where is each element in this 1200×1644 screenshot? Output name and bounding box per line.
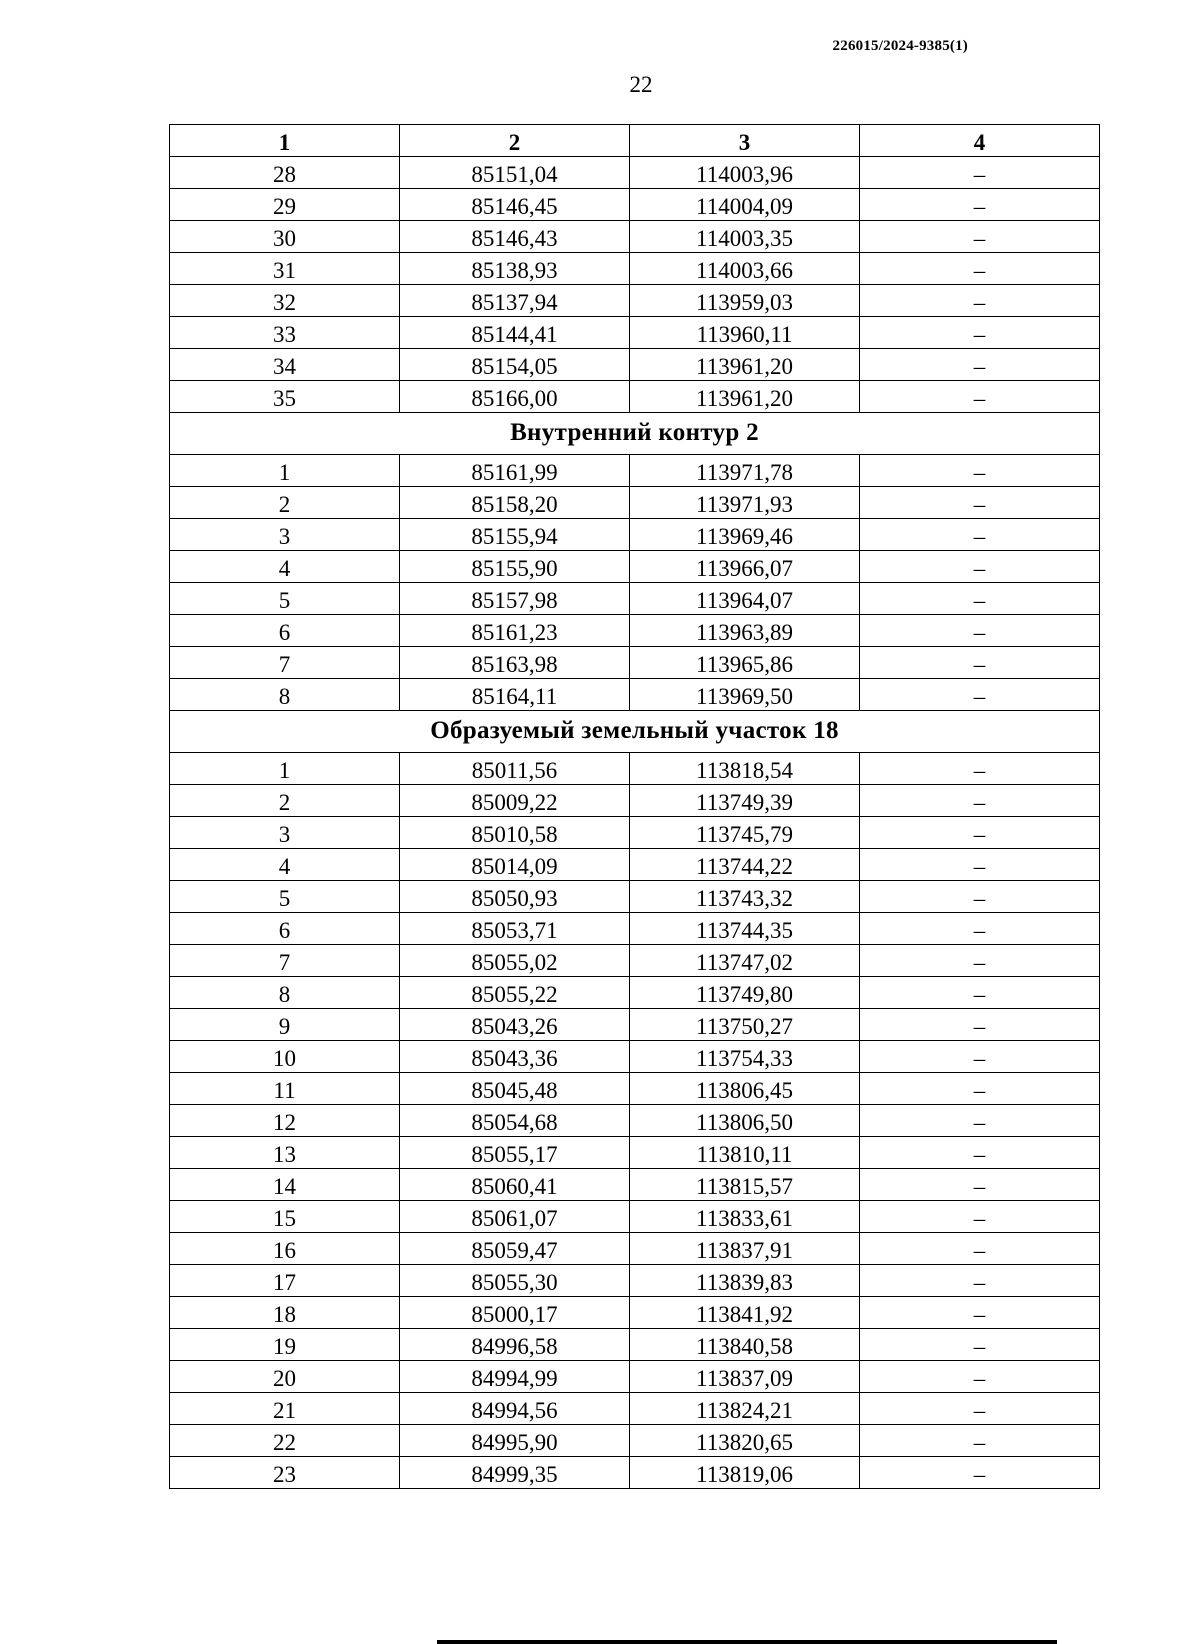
- accuracy-cell: –: [860, 647, 1100, 679]
- y-coordinate-cell: 113824,21: [630, 1393, 860, 1425]
- accuracy-cell: –: [860, 753, 1100, 785]
- x-coordinate-cell: 85045,48: [400, 1073, 630, 1105]
- y-coordinate-cell: 114004,09: [630, 189, 860, 221]
- document-id: 226015/2024-9385(1): [832, 38, 968, 54]
- x-coordinate-cell: 85000,17: [400, 1297, 630, 1329]
- point-number-cell: 17: [170, 1265, 400, 1297]
- y-coordinate-cell: 113837,91: [630, 1233, 860, 1265]
- point-number-cell: 4: [170, 849, 400, 881]
- x-coordinate-cell: 84995,90: [400, 1425, 630, 1457]
- y-coordinate-cell: 113961,20: [630, 349, 860, 381]
- accuracy-cell: –: [860, 913, 1100, 945]
- accuracy-cell: –: [860, 285, 1100, 317]
- footer-rule: [437, 1640, 1057, 1644]
- column-header: 1: [170, 125, 400, 157]
- accuracy-cell: –: [860, 1137, 1100, 1169]
- accuracy-cell: –: [860, 1297, 1100, 1329]
- point-number-cell: 1: [170, 753, 400, 785]
- accuracy-cell: –: [860, 1329, 1100, 1361]
- point-number-cell: 3: [170, 817, 400, 849]
- y-coordinate-cell: 113743,32: [630, 881, 860, 913]
- column-header: 2: [400, 125, 630, 157]
- point-number-cell: 8: [170, 679, 400, 711]
- accuracy-cell: –: [860, 1073, 1100, 1105]
- table-row: [170, 455, 1100, 487]
- point-number-cell: 15: [170, 1201, 400, 1233]
- point-number-cell: 6: [170, 615, 400, 647]
- y-coordinate-cell: 113837,09: [630, 1361, 860, 1393]
- accuracy-cell: –: [860, 1009, 1100, 1041]
- y-coordinate-cell: 113820,65: [630, 1425, 860, 1457]
- x-coordinate-cell: 85137,94: [400, 285, 630, 317]
- y-coordinate-cell: 113815,57: [630, 1169, 860, 1201]
- y-coordinate-cell: 113749,80: [630, 977, 860, 1009]
- page-number: 22: [629, 72, 653, 97]
- y-coordinate-cell: 113810,11: [630, 1137, 860, 1169]
- point-number-cell: 11: [170, 1073, 400, 1105]
- point-number-cell: 12: [170, 1105, 400, 1137]
- x-coordinate-cell: 85050,93: [400, 881, 630, 913]
- point-number-cell: 34: [170, 349, 400, 381]
- point-number-cell: 32: [170, 285, 400, 317]
- accuracy-cell: –: [860, 1201, 1100, 1233]
- point-number-cell: 30: [170, 221, 400, 253]
- section-title: Внутренний контур 2: [170, 413, 1100, 455]
- table-row: [170, 1233, 1100, 1265]
- point-number-cell: 9: [170, 1009, 400, 1041]
- accuracy-cell: –: [860, 189, 1100, 221]
- point-number-cell: 7: [170, 945, 400, 977]
- accuracy-cell: –: [860, 945, 1100, 977]
- point-number-cell: 21: [170, 1393, 400, 1425]
- accuracy-cell: –: [860, 817, 1100, 849]
- section-header-row: [170, 711, 1100, 753]
- y-coordinate-cell: 113960,11: [630, 317, 860, 349]
- point-number-cell: 13: [170, 1137, 400, 1169]
- y-coordinate-cell: 113818,54: [630, 753, 860, 785]
- x-coordinate-cell: 85010,58: [400, 817, 630, 849]
- accuracy-cell: –: [860, 1361, 1100, 1393]
- accuracy-cell: –: [860, 1393, 1100, 1425]
- x-coordinate-cell: 85054,68: [400, 1105, 630, 1137]
- table-row: [170, 647, 1100, 679]
- point-number-cell: 31: [170, 253, 400, 285]
- table-header-row: [170, 125, 1100, 157]
- x-coordinate-cell: 85011,56: [400, 753, 630, 785]
- y-coordinate-cell: 114003,35: [630, 221, 860, 253]
- x-coordinate-cell: 85055,22: [400, 977, 630, 1009]
- table-row: [170, 1457, 1100, 1489]
- point-number-cell: 28: [170, 157, 400, 189]
- y-coordinate-cell: 114003,66: [630, 253, 860, 285]
- accuracy-cell: –: [860, 349, 1100, 381]
- table-body: [170, 157, 1100, 1489]
- table-row: [170, 551, 1100, 583]
- table-row: [170, 157, 1100, 189]
- y-coordinate-cell: 113744,35: [630, 913, 860, 945]
- point-number-cell: 33: [170, 317, 400, 349]
- y-coordinate-cell: 113833,61: [630, 1201, 860, 1233]
- table-row: [170, 1137, 1100, 1169]
- x-coordinate-cell: 85060,41: [400, 1169, 630, 1201]
- y-coordinate-cell: 113971,93: [630, 487, 860, 519]
- table-row: [170, 583, 1100, 615]
- point-number-cell: 16: [170, 1233, 400, 1265]
- point-number-cell: 22: [170, 1425, 400, 1457]
- table-row: [170, 881, 1100, 913]
- table-row: [170, 349, 1100, 381]
- accuracy-cell: –: [860, 1425, 1100, 1457]
- y-coordinate-cell: 113745,79: [630, 817, 860, 849]
- accuracy-cell: –: [860, 1105, 1100, 1137]
- x-coordinate-cell: 85061,07: [400, 1201, 630, 1233]
- accuracy-cell: –: [860, 1457, 1100, 1489]
- table-row: [170, 189, 1100, 221]
- accuracy-cell: –: [860, 487, 1100, 519]
- table-row: [170, 1009, 1100, 1041]
- table-row: [170, 945, 1100, 977]
- column-header: 4: [860, 125, 1100, 157]
- x-coordinate-cell: 85144,41: [400, 317, 630, 349]
- x-coordinate-cell: 85166,00: [400, 381, 630, 413]
- x-coordinate-cell: 85059,47: [400, 1233, 630, 1265]
- accuracy-cell: –: [860, 157, 1100, 189]
- x-coordinate-cell: 85009,22: [400, 785, 630, 817]
- accuracy-cell: –: [860, 583, 1100, 615]
- point-number-cell: 2: [170, 785, 400, 817]
- table-row: [170, 615, 1100, 647]
- y-coordinate-cell: 113839,83: [630, 1265, 860, 1297]
- table-row: [170, 1201, 1100, 1233]
- point-number-cell: 5: [170, 583, 400, 615]
- x-coordinate-cell: 85155,94: [400, 519, 630, 551]
- accuracy-cell: –: [860, 1265, 1100, 1297]
- accuracy-cell: –: [860, 317, 1100, 349]
- column-header: 3: [630, 125, 860, 157]
- x-coordinate-cell: 85146,43: [400, 221, 630, 253]
- table-row: [170, 221, 1100, 253]
- y-coordinate-cell: 113806,50: [630, 1105, 860, 1137]
- accuracy-cell: –: [860, 1169, 1100, 1201]
- x-coordinate-cell: 85053,71: [400, 913, 630, 945]
- accuracy-cell: –: [860, 1041, 1100, 1073]
- table-row: [170, 1393, 1100, 1425]
- point-number-cell: 5: [170, 881, 400, 913]
- accuracy-cell: –: [860, 519, 1100, 551]
- y-coordinate-cell: 113841,92: [630, 1297, 860, 1329]
- x-coordinate-cell: 85161,99: [400, 455, 630, 487]
- accuracy-cell: –: [860, 881, 1100, 913]
- accuracy-cell: –: [860, 455, 1100, 487]
- x-coordinate-cell: 85043,36: [400, 1041, 630, 1073]
- y-coordinate-cell: 113806,45: [630, 1073, 860, 1105]
- y-coordinate-cell: 113750,27: [630, 1009, 860, 1041]
- point-number-cell: 20: [170, 1361, 400, 1393]
- table-row: [170, 849, 1100, 881]
- y-coordinate-cell: 113959,03: [630, 285, 860, 317]
- x-coordinate-cell: 85164,11: [400, 679, 630, 711]
- y-coordinate-cell: 113966,07: [630, 551, 860, 583]
- point-number-cell: 23: [170, 1457, 400, 1489]
- table-row: [170, 487, 1100, 519]
- y-coordinate-cell: 113744,22: [630, 849, 860, 881]
- y-coordinate-cell: 113819,06: [630, 1457, 860, 1489]
- table-row: [170, 1041, 1100, 1073]
- point-number-cell: 2: [170, 487, 400, 519]
- y-coordinate-cell: 113961,20: [630, 381, 860, 413]
- x-coordinate-cell: 85163,98: [400, 647, 630, 679]
- x-coordinate-cell: 85014,09: [400, 849, 630, 881]
- table-row: [170, 253, 1100, 285]
- x-coordinate-cell: 85151,04: [400, 157, 630, 189]
- y-coordinate-cell: 113754,33: [630, 1041, 860, 1073]
- section-header-row: [170, 413, 1100, 455]
- accuracy-cell: –: [860, 849, 1100, 881]
- y-coordinate-cell: 113969,46: [630, 519, 860, 551]
- x-coordinate-cell: 84996,58: [400, 1329, 630, 1361]
- table-row: [170, 1329, 1100, 1361]
- table-row: [170, 1297, 1100, 1329]
- point-number-cell: 14: [170, 1169, 400, 1201]
- x-coordinate-cell: 85157,98: [400, 583, 630, 615]
- y-coordinate-cell: 113964,07: [630, 583, 860, 615]
- accuracy-cell: –: [860, 785, 1100, 817]
- x-coordinate-cell: 85043,26: [400, 1009, 630, 1041]
- x-coordinate-cell: 84999,35: [400, 1457, 630, 1489]
- accuracy-cell: –: [860, 977, 1100, 1009]
- accuracy-cell: –: [860, 221, 1100, 253]
- x-coordinate-cell: 85154,05: [400, 349, 630, 381]
- table-row: [170, 317, 1100, 349]
- table-row: [170, 1073, 1100, 1105]
- point-number-cell: 18: [170, 1297, 400, 1329]
- point-number-cell: 35: [170, 381, 400, 413]
- point-number-cell: 4: [170, 551, 400, 583]
- y-coordinate-cell: 113840,58: [630, 1329, 860, 1361]
- x-coordinate-cell: 85146,45: [400, 189, 630, 221]
- accuracy-cell: –: [860, 615, 1100, 647]
- x-coordinate-cell: 84994,99: [400, 1361, 630, 1393]
- y-coordinate-cell: 114003,96: [630, 157, 860, 189]
- table-row: [170, 1361, 1100, 1393]
- point-number-cell: 1: [170, 455, 400, 487]
- table-row: [170, 679, 1100, 711]
- x-coordinate-cell: 84994,56: [400, 1393, 630, 1425]
- table-row: [170, 381, 1100, 413]
- y-coordinate-cell: 113969,50: [630, 679, 860, 711]
- point-number-cell: 8: [170, 977, 400, 1009]
- x-coordinate-cell: 85055,17: [400, 1137, 630, 1169]
- accuracy-cell: –: [860, 551, 1100, 583]
- table-row: [170, 753, 1100, 785]
- x-coordinate-cell: 85158,20: [400, 487, 630, 519]
- x-coordinate-cell: 85138,93: [400, 253, 630, 285]
- table-row: [170, 977, 1100, 1009]
- table-row: [170, 913, 1100, 945]
- table-row: [170, 1425, 1100, 1457]
- accuracy-cell: –: [860, 1233, 1100, 1265]
- point-number-cell: 19: [170, 1329, 400, 1361]
- x-coordinate-cell: 85155,90: [400, 551, 630, 583]
- accuracy-cell: –: [860, 679, 1100, 711]
- table-row: [170, 785, 1100, 817]
- coordinates-table: [169, 124, 1100, 1489]
- x-coordinate-cell: 85161,23: [400, 615, 630, 647]
- y-coordinate-cell: 113971,78: [630, 455, 860, 487]
- x-coordinate-cell: 85055,30: [400, 1265, 630, 1297]
- accuracy-cell: –: [860, 381, 1100, 413]
- y-coordinate-cell: 113965,86: [630, 647, 860, 679]
- point-number-cell: 29: [170, 189, 400, 221]
- table-row: [170, 1169, 1100, 1201]
- table-row: [170, 285, 1100, 317]
- y-coordinate-cell: 113963,89: [630, 615, 860, 647]
- x-coordinate-cell: 85055,02: [400, 945, 630, 977]
- section-title: Образуемый земельный участок 18: [170, 711, 1100, 753]
- y-coordinate-cell: 113747,02: [630, 945, 860, 977]
- table-row: [170, 817, 1100, 849]
- table-row: [170, 519, 1100, 551]
- point-number-cell: 10: [170, 1041, 400, 1073]
- point-number-cell: 6: [170, 913, 400, 945]
- accuracy-cell: –: [860, 253, 1100, 285]
- point-number-cell: 7: [170, 647, 400, 679]
- y-coordinate-cell: 113749,39: [630, 785, 860, 817]
- table-row: [170, 1265, 1100, 1297]
- point-number-cell: 3: [170, 519, 400, 551]
- table-row: [170, 1105, 1100, 1137]
